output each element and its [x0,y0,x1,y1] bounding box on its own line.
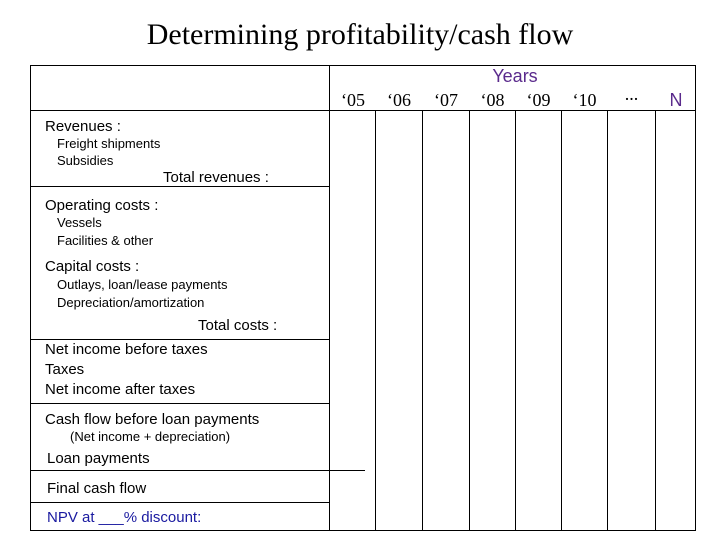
column-divider [422,110,423,531]
row-loan-payments: Loan payments [47,450,150,467]
row-npv: NPV at ___% discount: [47,509,202,526]
row-capital-costs: Capital costs : [45,258,140,275]
year-header-08: ‘08 [480,90,505,110]
row-net-income-after-taxes: Net income after taxes [45,381,196,398]
row-taxes: Taxes [45,361,85,378]
year-header-n: N [669,90,683,110]
row-final-cash-flow: Final cash flow [47,480,147,497]
years-label: Years [492,66,538,86]
year-header-ellipsis: ... [624,84,639,104]
row-freight-shipments: Freight shipments [57,136,161,151]
year-header-10: ‘10 [572,90,597,110]
section-divider [30,403,330,404]
year-header-05: ‘05 [341,90,365,110]
row-operating-costs: Operating costs : [45,197,159,214]
section-divider [30,470,365,471]
column-divider [329,66,330,531]
row-outlays: Outlays, loan/lease payments [57,277,228,292]
column-divider [515,110,516,531]
column-divider [561,110,562,531]
row-subsidies: Subsidies [57,153,114,168]
row-cash-flow-note: (Net income + depreciation) [70,429,231,444]
year-header-09: ‘09 [526,90,551,110]
row-vessels: Vessels [57,215,102,230]
row-net-income-before-taxes: Net income before taxes [45,341,208,358]
section-divider [30,186,330,187]
year-header-06: ‘06 [387,90,411,110]
row-depreciation: Depreciation/amortization [57,295,205,310]
column-divider [469,110,470,531]
year-header-07: ‘07 [434,90,458,110]
row-revenues: Revenues : [45,118,121,135]
section-divider [30,502,330,503]
column-divider [655,110,656,531]
section-divider [30,339,330,340]
row-cash-flow-before-loan: Cash flow before loan payments [45,411,260,428]
column-divider [607,110,608,531]
row-facilities: Facilities & other [57,233,154,248]
row-total-costs: Total costs : [198,317,278,334]
page-title: Determining profitability/cash flow [146,18,574,51]
column-divider [375,110,376,531]
row-total-revenues: Total revenues : [163,169,269,186]
